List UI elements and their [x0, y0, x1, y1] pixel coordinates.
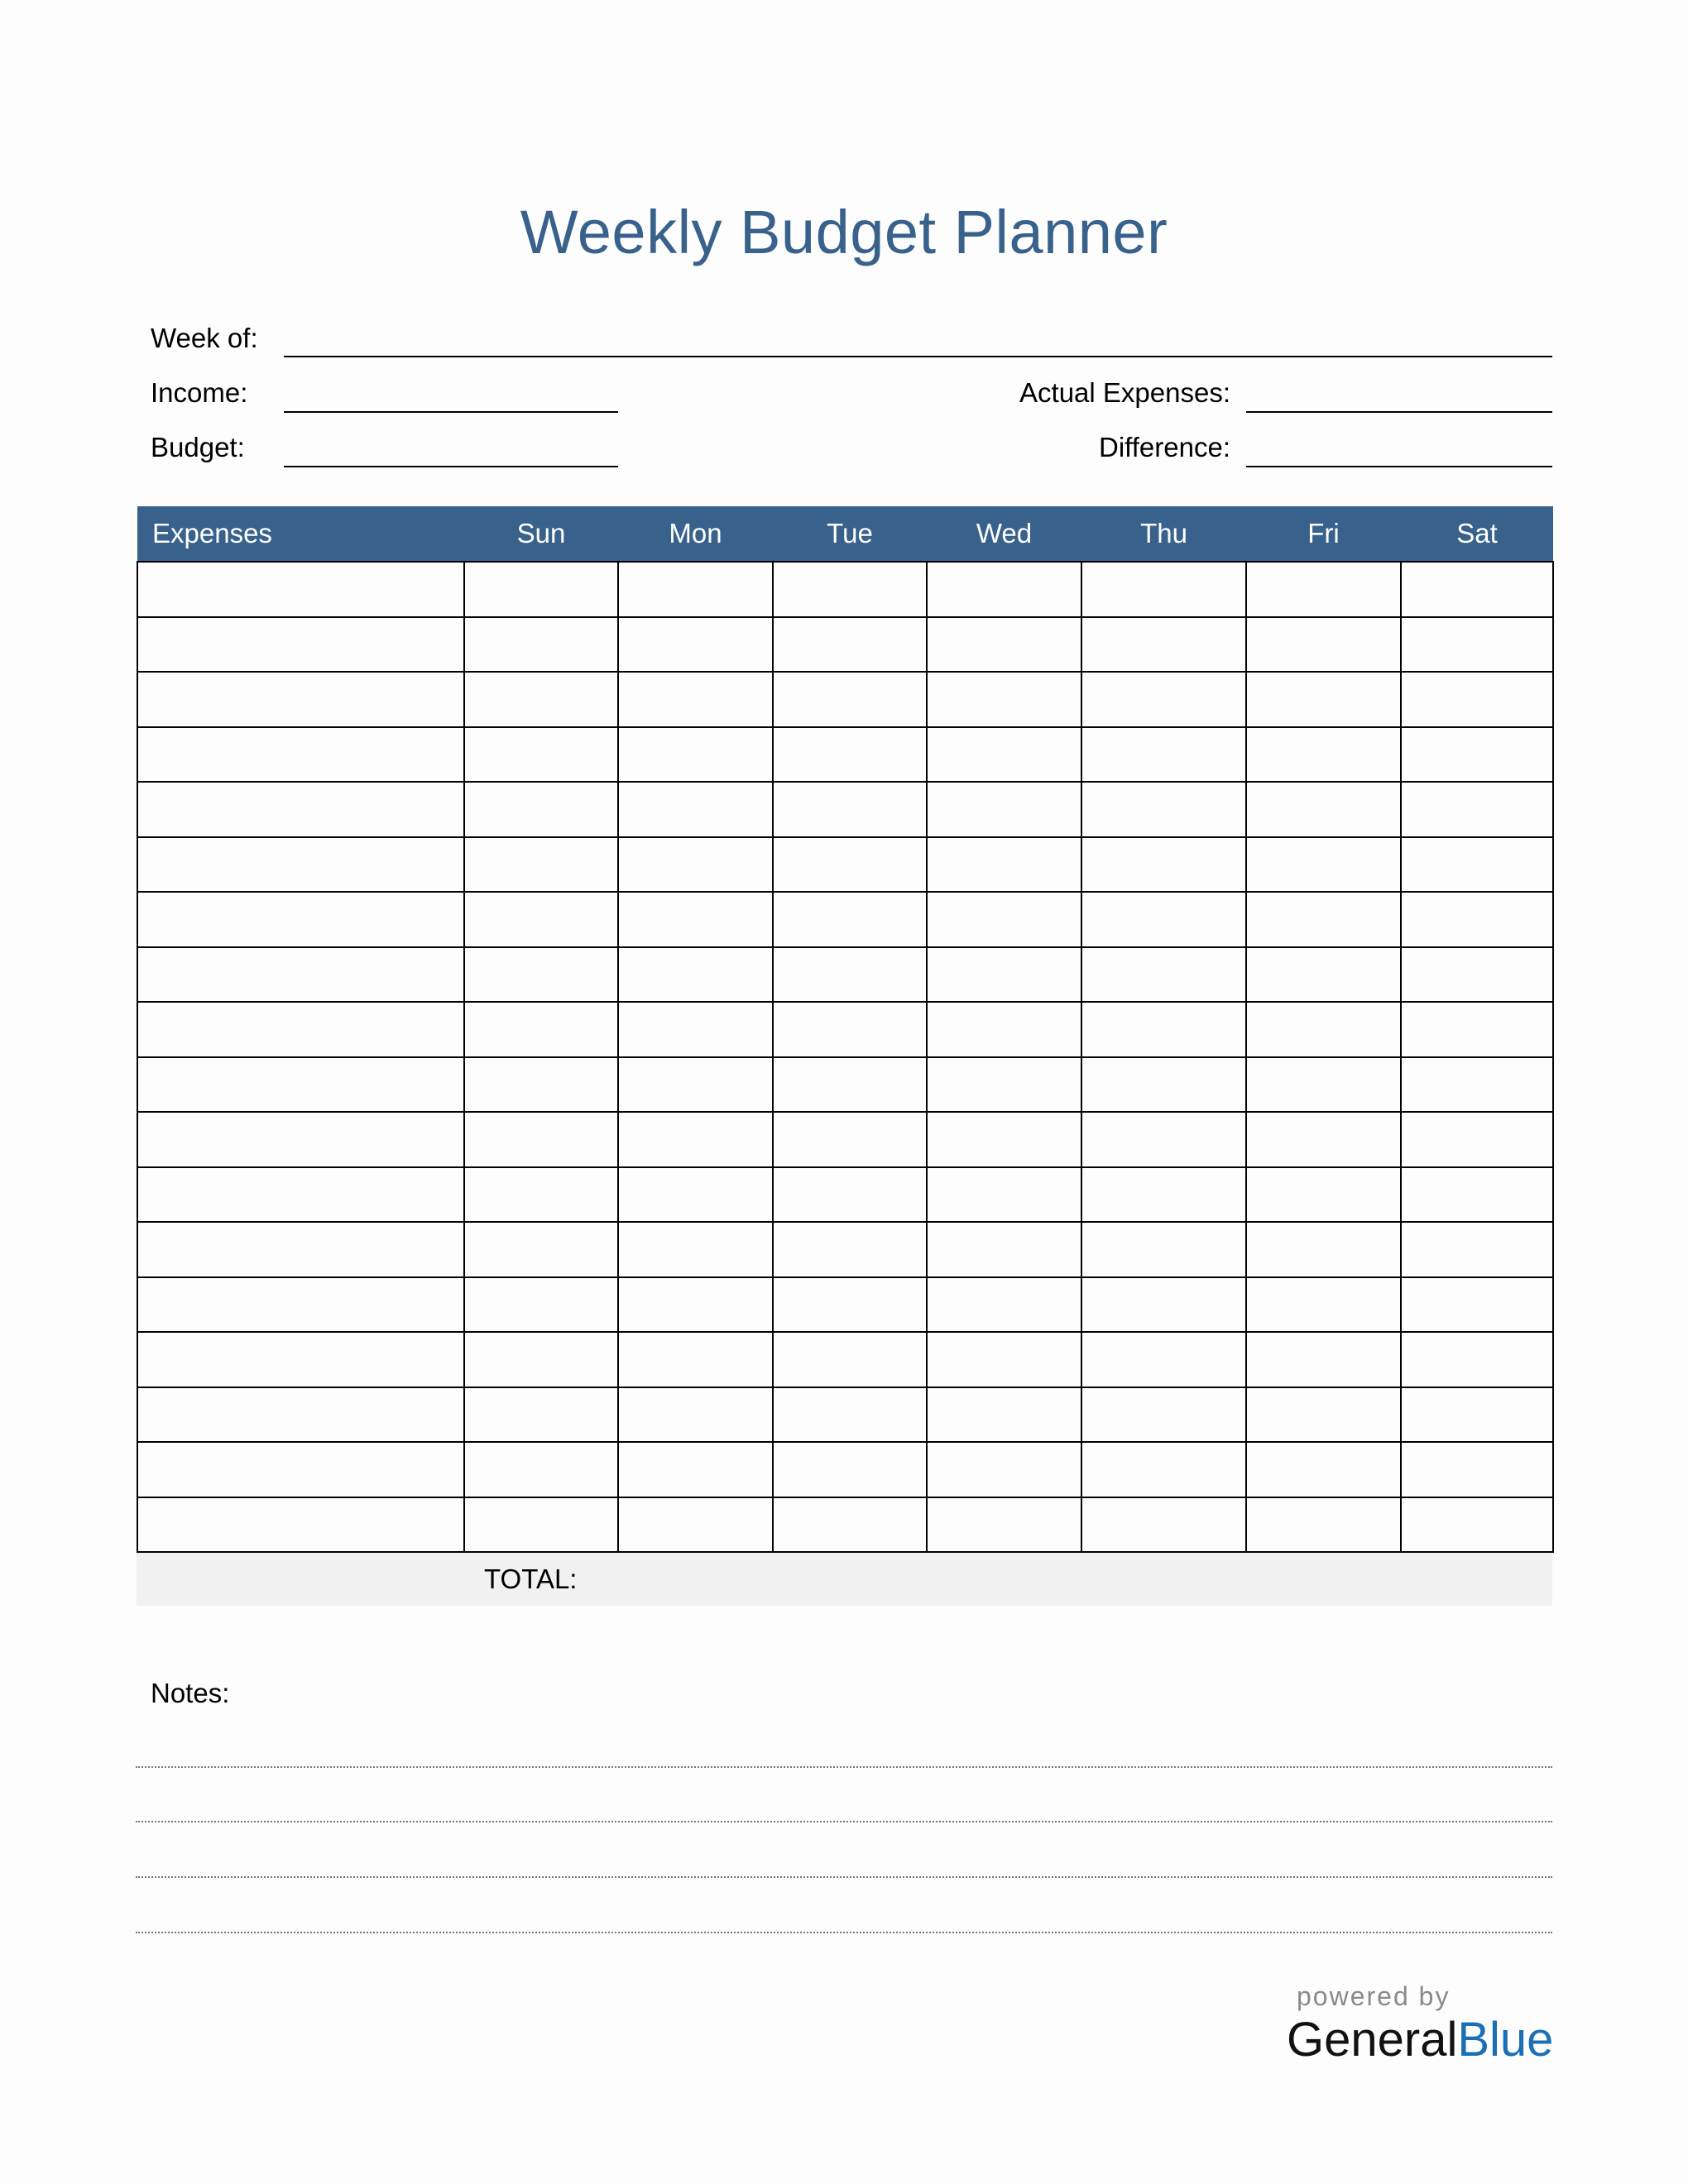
cell-tue[interactable]: [773, 1387, 927, 1443]
cell-sat[interactable]: [1401, 1387, 1553, 1443]
table-row: [137, 1112, 1553, 1167]
cell-fri[interactable]: [1246, 727, 1401, 783]
cell-thu[interactable]: [1081, 892, 1246, 947]
cell-sat[interactable]: [1401, 1222, 1553, 1277]
column-header-sat: Sat: [1401, 506, 1553, 562]
income-label: Income:: [151, 377, 248, 408]
table-row: [137, 727, 1553, 783]
cell-thu[interactable]: [1081, 1277, 1246, 1333]
cell-thu[interactable]: [1081, 1442, 1246, 1497]
cell-expense[interactable]: [137, 1277, 464, 1333]
cell-thu[interactable]: [1081, 782, 1246, 837]
cell-mon[interactable]: [618, 837, 773, 893]
cell-fri[interactable]: [1246, 1167, 1401, 1223]
cell-expense[interactable]: [137, 1167, 464, 1223]
cell-wed[interactable]: [927, 1222, 1081, 1277]
cell-tue[interactable]: [773, 947, 927, 1003]
notes-line-3[interactable]: [136, 1876, 1552, 1878]
cell-tue[interactable]: [773, 1167, 927, 1223]
cell-sat[interactable]: [1401, 892, 1553, 947]
cell-tue[interactable]: [773, 1112, 927, 1167]
cell-fri[interactable]: [1246, 1277, 1401, 1333]
cell-mon[interactable]: [618, 782, 773, 837]
notes-line-2[interactable]: [136, 1821, 1552, 1822]
cell-sun[interactable]: [464, 727, 618, 783]
total-label: TOTAL:: [484, 1564, 578, 1594]
cell-fri[interactable]: [1246, 672, 1401, 727]
cell-wed[interactable]: [927, 1002, 1081, 1057]
cell-mon[interactable]: [618, 892, 773, 947]
cell-mon[interactable]: [618, 727, 773, 783]
cell-thu[interactable]: [1081, 837, 1246, 893]
actual-expenses-label: Actual Expenses:: [1019, 377, 1230, 408]
cell-tue[interactable]: [773, 1057, 927, 1113]
cell-sat[interactable]: [1401, 617, 1553, 673]
cell-tue[interactable]: [773, 1277, 927, 1333]
table-row: [137, 1442, 1553, 1497]
cell-expense[interactable]: [137, 892, 464, 947]
cell-wed[interactable]: [927, 1332, 1081, 1387]
notes-line-4[interactable]: [136, 1932, 1552, 1933]
cell-mon[interactable]: [618, 672, 773, 727]
cell-fri[interactable]: [1246, 782, 1401, 837]
table-row: [137, 672, 1553, 727]
table-header-row: [137, 506, 1553, 562]
cell-sat[interactable]: [1401, 1442, 1553, 1497]
table-row: [137, 1497, 1553, 1553]
cell-sun[interactable]: [464, 947, 618, 1003]
cell-tue[interactable]: [773, 1442, 927, 1497]
cell-tue[interactable]: [773, 837, 927, 893]
total-row: [137, 1553, 1552, 1606]
cell-mon[interactable]: [618, 1442, 773, 1497]
cell-mon[interactable]: [618, 1332, 773, 1387]
cell-expense[interactable]: [137, 1497, 464, 1553]
cell-expense[interactable]: [137, 727, 464, 783]
cell-thu[interactable]: [1081, 1332, 1246, 1387]
cell-fri[interactable]: [1246, 1002, 1401, 1057]
cell-expense[interactable]: [137, 672, 464, 727]
cell-thu[interactable]: [1081, 1002, 1246, 1057]
cell-expense[interactable]: [137, 1112, 464, 1167]
brand-blue: Blue: [1457, 2013, 1554, 2067]
cell-sat[interactable]: [1401, 1112, 1553, 1167]
cell-expense[interactable]: [137, 837, 464, 893]
cell-wed[interactable]: [927, 617, 1081, 673]
cell-fri[interactable]: [1246, 1332, 1401, 1387]
cell-mon[interactable]: [618, 562, 773, 617]
cell-thu[interactable]: [1081, 947, 1246, 1003]
cell-wed[interactable]: [927, 1112, 1081, 1167]
cell-sun[interactable]: [464, 1222, 618, 1277]
expenses-table: [137, 506, 1554, 1553]
cell-tue[interactable]: [773, 1497, 927, 1553]
cell-mon[interactable]: [618, 1497, 773, 1553]
cell-sat[interactable]: [1401, 672, 1553, 727]
column-header-tue: Tue: [773, 506, 927, 562]
cell-thu[interactable]: [1081, 1112, 1246, 1167]
cell-tue[interactable]: [773, 727, 927, 783]
cell-thu[interactable]: [1081, 1497, 1246, 1553]
table-row: [137, 617, 1553, 673]
column-header-thu: Thu: [1081, 506, 1246, 562]
table-row: [137, 1387, 1553, 1443]
cell-mon[interactable]: [618, 1277, 773, 1333]
notes-line-1[interactable]: [136, 1766, 1552, 1768]
cell-fri[interactable]: [1246, 562, 1401, 617]
cell-thu[interactable]: [1081, 1167, 1246, 1223]
cell-sat[interactable]: [1401, 837, 1553, 893]
cell-sun[interactable]: [464, 1002, 618, 1057]
budget-field[interactable]: [284, 466, 618, 467]
cell-fri[interactable]: [1246, 617, 1401, 673]
powered-by-text: powered by: [1297, 1981, 1451, 2011]
cell-mon[interactable]: [618, 1222, 773, 1277]
cell-wed[interactable]: [927, 1167, 1081, 1223]
cell-wed[interactable]: [927, 1277, 1081, 1333]
cell-sun[interactable]: [464, 1442, 618, 1497]
cell-tue[interactable]: [773, 782, 927, 837]
cell-expense[interactable]: [137, 947, 464, 1003]
table-row: [137, 782, 1553, 837]
cell-tue[interactable]: [773, 892, 927, 947]
cell-fri[interactable]: [1246, 1442, 1401, 1497]
column-header-wed: Wed: [927, 506, 1081, 562]
cell-sun[interactable]: [464, 1112, 618, 1167]
cell-thu[interactable]: [1081, 672, 1246, 727]
cell-thu[interactable]: [1081, 1222, 1246, 1277]
cell-mon[interactable]: [618, 1112, 773, 1167]
cell-tue[interactable]: [773, 1332, 927, 1387]
cell-expense[interactable]: [137, 782, 464, 837]
table-body: [137, 562, 1553, 1552]
cell-thu[interactable]: [1081, 562, 1246, 617]
notes-label: Notes:: [151, 1678, 230, 1708]
cell-wed[interactable]: [927, 562, 1081, 617]
cell-sat[interactable]: [1401, 562, 1553, 617]
cell-sat[interactable]: [1401, 1057, 1553, 1113]
cell-sat[interactable]: [1401, 1497, 1553, 1553]
cell-wed[interactable]: [927, 892, 1081, 947]
cell-wed[interactable]: [927, 1387, 1081, 1443]
cell-mon[interactable]: [618, 617, 773, 673]
difference-label: Difference:: [1099, 432, 1230, 462]
column-header-expenses: Expenses: [137, 506, 464, 562]
table-row: [137, 1332, 1553, 1387]
cell-sat[interactable]: [1401, 1002, 1553, 1057]
cell-sun[interactable]: [464, 617, 618, 673]
cell-sun[interactable]: [464, 1332, 618, 1387]
cell-tue[interactable]: [773, 672, 927, 727]
cell-fri[interactable]: [1246, 1112, 1401, 1167]
cell-fri[interactable]: [1246, 1497, 1401, 1553]
table-row: [137, 1277, 1553, 1333]
cell-expense[interactable]: [137, 1002, 464, 1057]
cell-sun[interactable]: [464, 1167, 618, 1223]
cell-expense[interactable]: [137, 1057, 464, 1113]
cell-mon[interactable]: [618, 947, 773, 1003]
cell-sun[interactable]: [464, 1497, 618, 1553]
cell-sun[interactable]: [464, 782, 618, 837]
cell-sun[interactable]: [464, 1057, 618, 1113]
cell-sat[interactable]: [1401, 1167, 1553, 1223]
cell-mon[interactable]: [618, 1057, 773, 1113]
cell-thu[interactable]: [1081, 1057, 1246, 1113]
cell-sat[interactable]: [1401, 782, 1553, 837]
cell-expense[interactable]: [137, 562, 464, 617]
table-row: [137, 1057, 1553, 1113]
cell-fri[interactable]: [1246, 837, 1401, 893]
cell-wed[interactable]: [927, 1497, 1081, 1553]
cell-thu[interactable]: [1081, 617, 1246, 673]
cell-wed[interactable]: [927, 1442, 1081, 1497]
generalblue-logo: [1287, 2012, 1553, 2067]
table-row: [137, 562, 1553, 617]
cell-sun[interactable]: [464, 672, 618, 727]
cell-wed[interactable]: [927, 947, 1081, 1003]
difference-field[interactable]: [1246, 466, 1552, 467]
cell-fri[interactable]: [1246, 947, 1401, 1003]
table-row: [137, 837, 1553, 893]
table-row: [137, 1002, 1553, 1057]
cell-expense[interactable]: [137, 1332, 464, 1387]
brand-general: General: [1287, 2013, 1458, 2067]
table-row: [137, 1222, 1553, 1277]
cell-wed[interactable]: [927, 727, 1081, 783]
cell-thu[interactable]: [1081, 727, 1246, 783]
cell-tue[interactable]: [773, 1222, 927, 1277]
cell-mon[interactable]: [618, 1167, 773, 1223]
cell-tue[interactable]: [773, 562, 927, 617]
column-header-mon: Mon: [618, 506, 773, 562]
cell-sat[interactable]: [1401, 1332, 1553, 1387]
cell-tue[interactable]: [773, 1002, 927, 1057]
cell-sun[interactable]: [464, 1387, 618, 1443]
cell-mon[interactable]: [618, 1002, 773, 1057]
cell-sun[interactable]: [464, 1277, 618, 1333]
cell-sun[interactable]: [464, 562, 618, 617]
cell-sat[interactable]: [1401, 1277, 1553, 1333]
cell-expense[interactable]: [137, 1442, 464, 1497]
table-row: [137, 1167, 1553, 1223]
cell-fri[interactable]: [1246, 1387, 1401, 1443]
cell-fri[interactable]: [1246, 892, 1401, 947]
cell-wed[interactable]: [927, 1057, 1081, 1113]
page-title: Weekly Budget Planner: [520, 198, 1168, 266]
income-field[interactable]: [284, 411, 618, 413]
cell-tue[interactable]: [773, 617, 927, 673]
cell-mon[interactable]: [618, 1387, 773, 1443]
cell-fri[interactable]: [1246, 1057, 1401, 1113]
cell-wed[interactable]: [927, 837, 1081, 893]
cell-sat[interactable]: [1401, 727, 1553, 783]
week-of-label: Week of:: [151, 323, 258, 353]
actual-expenses-field[interactable]: [1246, 411, 1552, 413]
cell-expense[interactable]: [137, 1387, 464, 1443]
cell-wed[interactable]: [927, 672, 1081, 727]
table-row: [137, 947, 1553, 1003]
cell-wed[interactable]: [927, 782, 1081, 837]
cell-thu[interactable]: [1081, 1387, 1246, 1443]
cell-sat[interactable]: [1401, 947, 1553, 1003]
cell-expense[interactable]: [137, 1222, 464, 1277]
cell-expense[interactable]: [137, 617, 464, 673]
cell-sun[interactable]: [464, 892, 618, 947]
column-header-sun: Sun: [464, 506, 618, 562]
table-row: [137, 892, 1553, 947]
budget-label: Budget:: [151, 432, 245, 462]
cell-fri[interactable]: [1246, 1222, 1401, 1277]
column-header-fri: Fri: [1246, 506, 1401, 562]
week-of-field[interactable]: [284, 356, 1552, 357]
cell-sun[interactable]: [464, 837, 618, 893]
